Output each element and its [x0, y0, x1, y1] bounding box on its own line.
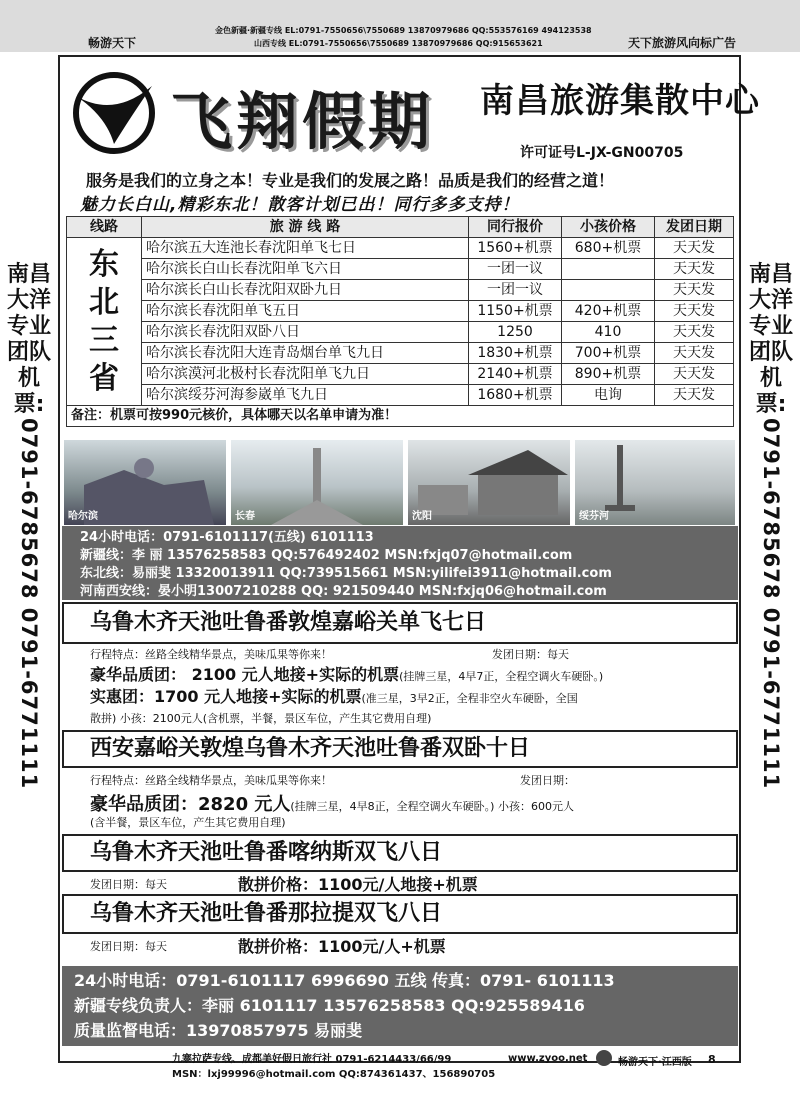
section-4-title: 乌鲁木齐天池吐鲁番那拉提双飞八日: [62, 894, 738, 934]
section-4-price: 散拼价格：1100元/人+机票: [238, 937, 446, 956]
header-date: 发团日期: [655, 217, 734, 238]
contact-line: 河南西安线：晏小明13007210288 QQ: 921509440 MSN:fxjq06@hotmail.com: [80, 584, 607, 599]
page-number: 8: [708, 1053, 716, 1066]
slogan-sub: 魅力长白山,精彩东北！散客计划已出！同行多多支持！: [80, 195, 520, 215]
header-route: 旅 游 线 路: [142, 217, 469, 238]
section-1-value-note-2: 散拼) 小孩：2100元人(含机票，半餐，景区车位，产生其它费用自理): [90, 712, 432, 725]
right-side-chars: 南昌大洋专业团队机票:: [748, 262, 793, 417]
bottom-contact-box: [62, 966, 738, 1046]
route-name: 哈尔滨长白山长春沈阳双卧九日: [142, 280, 469, 301]
section-1-lux: [90, 662, 603, 685]
section-2-lux-note-2: (含半餐，景区车位，产生其它费用自理): [90, 816, 286, 829]
section-1-lux-note: (挂牌三星，4早7正，全程空调火车硬卧。): [399, 670, 604, 683]
top-contact-1: 金色新疆·新疆专线 EL:0791-7550656\7550689 13870979686 QQ:553576169 494123538: [215, 26, 592, 35]
header-line: 线路: [67, 217, 142, 238]
section-1-title: 乌鲁木齐天池吐鲁番敦煌嘉峪关单飞七日: [62, 602, 738, 644]
monument-icon: [231, 440, 403, 525]
route-name: 哈尔滨长春沈阳双卧八日: [142, 322, 469, 343]
table-header-row: [67, 217, 734, 238]
route-date: 天天发: [655, 301, 734, 322]
route-date: 天天发: [655, 385, 734, 406]
contact-box: [62, 526, 738, 600]
photo-suifenhe: [575, 440, 735, 525]
section-1-value-note: (准三星，3早2正，全程非空火车硬卧，全国: [361, 692, 578, 705]
route-date: 天天发: [655, 343, 734, 364]
section-4-date: 发团日期：每天: [90, 940, 167, 953]
palace-gate-icon: [408, 440, 570, 525]
route-name: 哈尔滨长白山长春沈阳单飞六日: [142, 259, 469, 280]
footer-badge-icon: [596, 1050, 612, 1066]
route-price: 1150+机票: [469, 301, 562, 322]
route-child-price: 890+机票: [562, 364, 655, 385]
table-row: [67, 343, 734, 364]
photo-harbin: [64, 440, 226, 525]
company-name: 南昌旅游集散中心: [480, 81, 760, 121]
section-2-lux-note: (挂牌三星，4早8正，全程空调火车硬卧。) 小孩：600元人: [290, 800, 574, 813]
section-2-title: 西安嘉峪关敦煌乌鲁木齐天池吐鲁番双卧十日: [62, 730, 738, 768]
route-child-price: [562, 259, 655, 280]
photo-caption: 绥芬河: [579, 511, 609, 522]
table-row: [67, 259, 734, 280]
table-note-row: [67, 406, 734, 427]
section-2-feature: 行程特点：丝路全线精华景点，美味瓜果等你来！: [90, 774, 332, 787]
footer-badge: 畅游天下·江西版: [618, 1057, 692, 1068]
route-child-price: 420+机票: [562, 301, 655, 322]
right-side-ad: [748, 262, 794, 796]
route-table: [66, 216, 734, 427]
footer-line-2: MSN：lxj99996@hotmail.com QQ:874361437、156890705: [172, 1069, 496, 1080]
right-side-number: 0791-6785678 0791-6771111: [759, 418, 783, 790]
section-3-date: 发团日期：每天: [90, 878, 167, 891]
route-name: 哈尔滨长春沈阳单飞五日: [142, 301, 469, 322]
section-2-lux-label: 豪华品质团：2820 元人: [90, 794, 291, 815]
table-row: [67, 301, 734, 322]
photo-shenyang: [408, 440, 570, 525]
route-price: 1830+机票: [469, 343, 562, 364]
route-price: 1680+机票: [469, 385, 562, 406]
route-price: 1560+机票: [469, 238, 562, 259]
table-row: [67, 385, 734, 406]
route-child-price: 700+机票: [562, 343, 655, 364]
route-price: 一团一议: [469, 259, 562, 280]
route-date: 天天发: [655, 322, 734, 343]
top-banner: [0, 0, 800, 52]
table-row: [67, 238, 734, 259]
route-price: 2140+机票: [469, 364, 562, 385]
route-name: 哈尔滨绥芬河海参崴单飞九日: [142, 385, 469, 406]
route-child-price: 电询: [562, 385, 655, 406]
logo-text: 飞翔假期: [170, 85, 435, 158]
route-date: 天天发: [655, 238, 734, 259]
section-1-lux-label: 豪华品质团： 2100 元人地接+实际的机票: [90, 665, 400, 684]
photo-changchun: [231, 440, 403, 525]
section-3-title: 乌鲁木齐天池吐鲁番喀纳斯双飞八日: [62, 834, 738, 872]
route-name: 哈尔滨长春沈阳大连青岛烟台单飞九日: [142, 343, 469, 364]
table-note: 备注：机票可按990元核价，具体哪天以名单申请为准！: [67, 406, 734, 427]
route-date: 天天发: [655, 364, 734, 385]
top-right-title: 天下旅游风向标广告: [628, 36, 737, 50]
contact-line: 新疆线：李 丽 13576258583 QQ:576492402 MSN:fxjq07@hotmail.com: [80, 548, 573, 563]
bottom-contact-line: 24小时电话：0791-6101117 6996690 五线 传真：0791- 6101113: [74, 971, 615, 990]
footer-site[interactable]: www.zyoo.net: [508, 1053, 588, 1064]
table-row: [67, 364, 734, 385]
swallow-logo-icon: [66, 68, 162, 158]
section-1-value: [90, 684, 578, 707]
left-side-ad: [6, 262, 52, 796]
footer-line-1: 九寨拉萨专线、成都美好假日旅行社 0791-6214433/66/99: [172, 1054, 452, 1065]
bottom-contact-line: 质量监督电话：13970857975 易丽斐: [74, 1021, 363, 1040]
section-1-feature: 行程特点：丝路全线精华景点，美味瓜果等你来！: [90, 648, 332, 661]
route-name: 哈尔滨五大连池长春沈阳单飞七日: [142, 238, 469, 259]
route-price: 1250: [469, 322, 562, 343]
route-child-price: 410: [562, 322, 655, 343]
photo-caption: 哈尔滨: [68, 511, 98, 522]
header-child: 小孩价格: [562, 217, 655, 238]
route-child-price: [562, 280, 655, 301]
table-row: [67, 280, 734, 301]
photo-caption: 长春: [235, 511, 255, 522]
top-left-title: 畅游天下: [88, 36, 137, 50]
table-row: [67, 322, 734, 343]
contact-line: 东北线：易丽斐 13320013911 QQ:739515661 MSN:yilifei3911@hotmail.com: [80, 566, 612, 581]
route-price: 一团一议: [469, 280, 562, 301]
route-child-price: 680+机票: [562, 238, 655, 259]
section-3-price: 散拼价格：1100元/人地接+机票: [238, 875, 478, 894]
header-price: 同行报价: [469, 217, 562, 238]
section-1-value-label: 实惠团：1700 元人地接+实际的机票: [90, 687, 362, 706]
section-2-lux: [90, 790, 574, 816]
route-date: 天天发: [655, 280, 734, 301]
region-label: 东北三省: [67, 238, 142, 406]
left-side-chars: 南昌大洋专业团队机票:: [6, 262, 51, 417]
photo-caption: 沈阳: [412, 511, 432, 522]
section-1-date: 发团日期：每天: [492, 648, 569, 661]
slogan-main: 服务是我们的立身之本！专业是我们的发展之路！品质是我们的经营之道！: [86, 171, 615, 190]
license-number: 许可证号L-JX-GN00705: [520, 145, 684, 161]
left-side-number: 0791-6785678 0791-6771111: [17, 418, 41, 790]
route-name: 哈尔滨漠河北极村长春沈阳单飞九日: [142, 364, 469, 385]
contact-line: 24小时电话：0791-6101117(五线) 6101113: [80, 530, 374, 545]
top-contact-2: 山西专线 EL:0791-7550656\7550689 13870979686 QQ:915653621: [254, 39, 543, 48]
route-date: 天天发: [655, 259, 734, 280]
bottom-contact-line: 新疆专线负责人：李丽 6101117 13576258583 QQ:925589416: [74, 996, 585, 1015]
section-2-date: 发团日期：: [520, 774, 575, 787]
